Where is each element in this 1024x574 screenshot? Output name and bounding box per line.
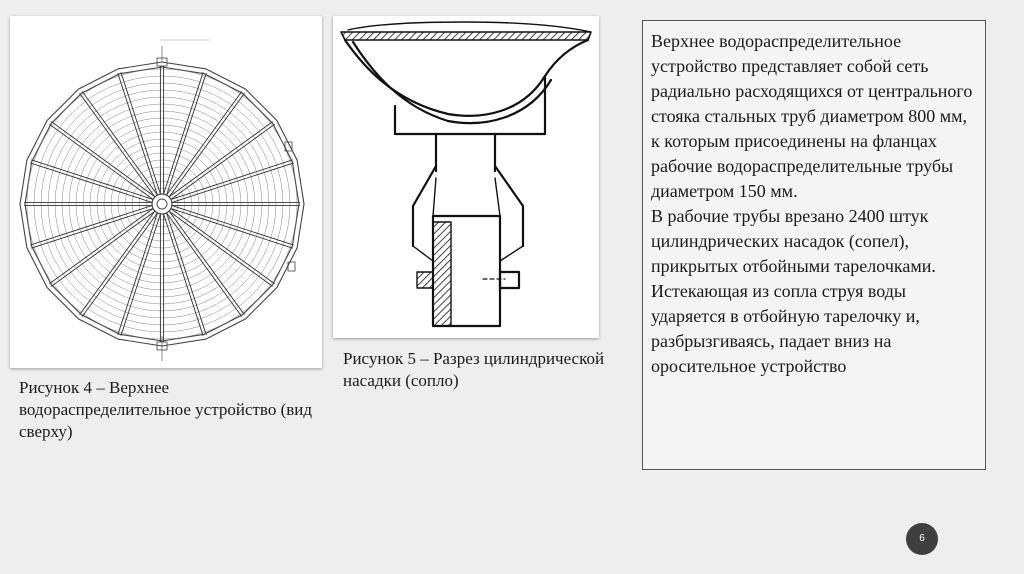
figure-4-caption: Рисунок 4 – Верхнее водораспределительное устройство (вид сверху) <box>19 378 313 441</box>
page-number-badge: 6 <box>906 523 938 555</box>
distribution-top-view-drawing <box>10 16 322 368</box>
figure-5-drawing <box>333 16 599 338</box>
figure-4-drawing <box>10 16 322 368</box>
description-paragraph-2: В рабочие трубы врезано 2400 штук цилиндрических насадок (сопел), прикрытых отбойными тарелочками. Истекающая из сопла струя воды ударяется в отбойную тарелочку и, разбрызгиваясь, падает вниз на оросительное устройство <box>651 206 936 376</box>
nozzle-section-drawing <box>333 16 599 338</box>
description-text-box <box>642 20 986 470</box>
figure-5-caption: Рисунок 5 – Разрез цилиндрической насадки (сопло) <box>343 349 605 390</box>
description-paragraph-1: Верхнее водораспределительное устройство представляет собой сеть радиально расходящихся от центрального стояка стальных труб диаметром 800 мм, к которым присоединены на фланцах рабочие водораспределительные трубы диаметром 150 мм. <box>651 31 973 201</box>
